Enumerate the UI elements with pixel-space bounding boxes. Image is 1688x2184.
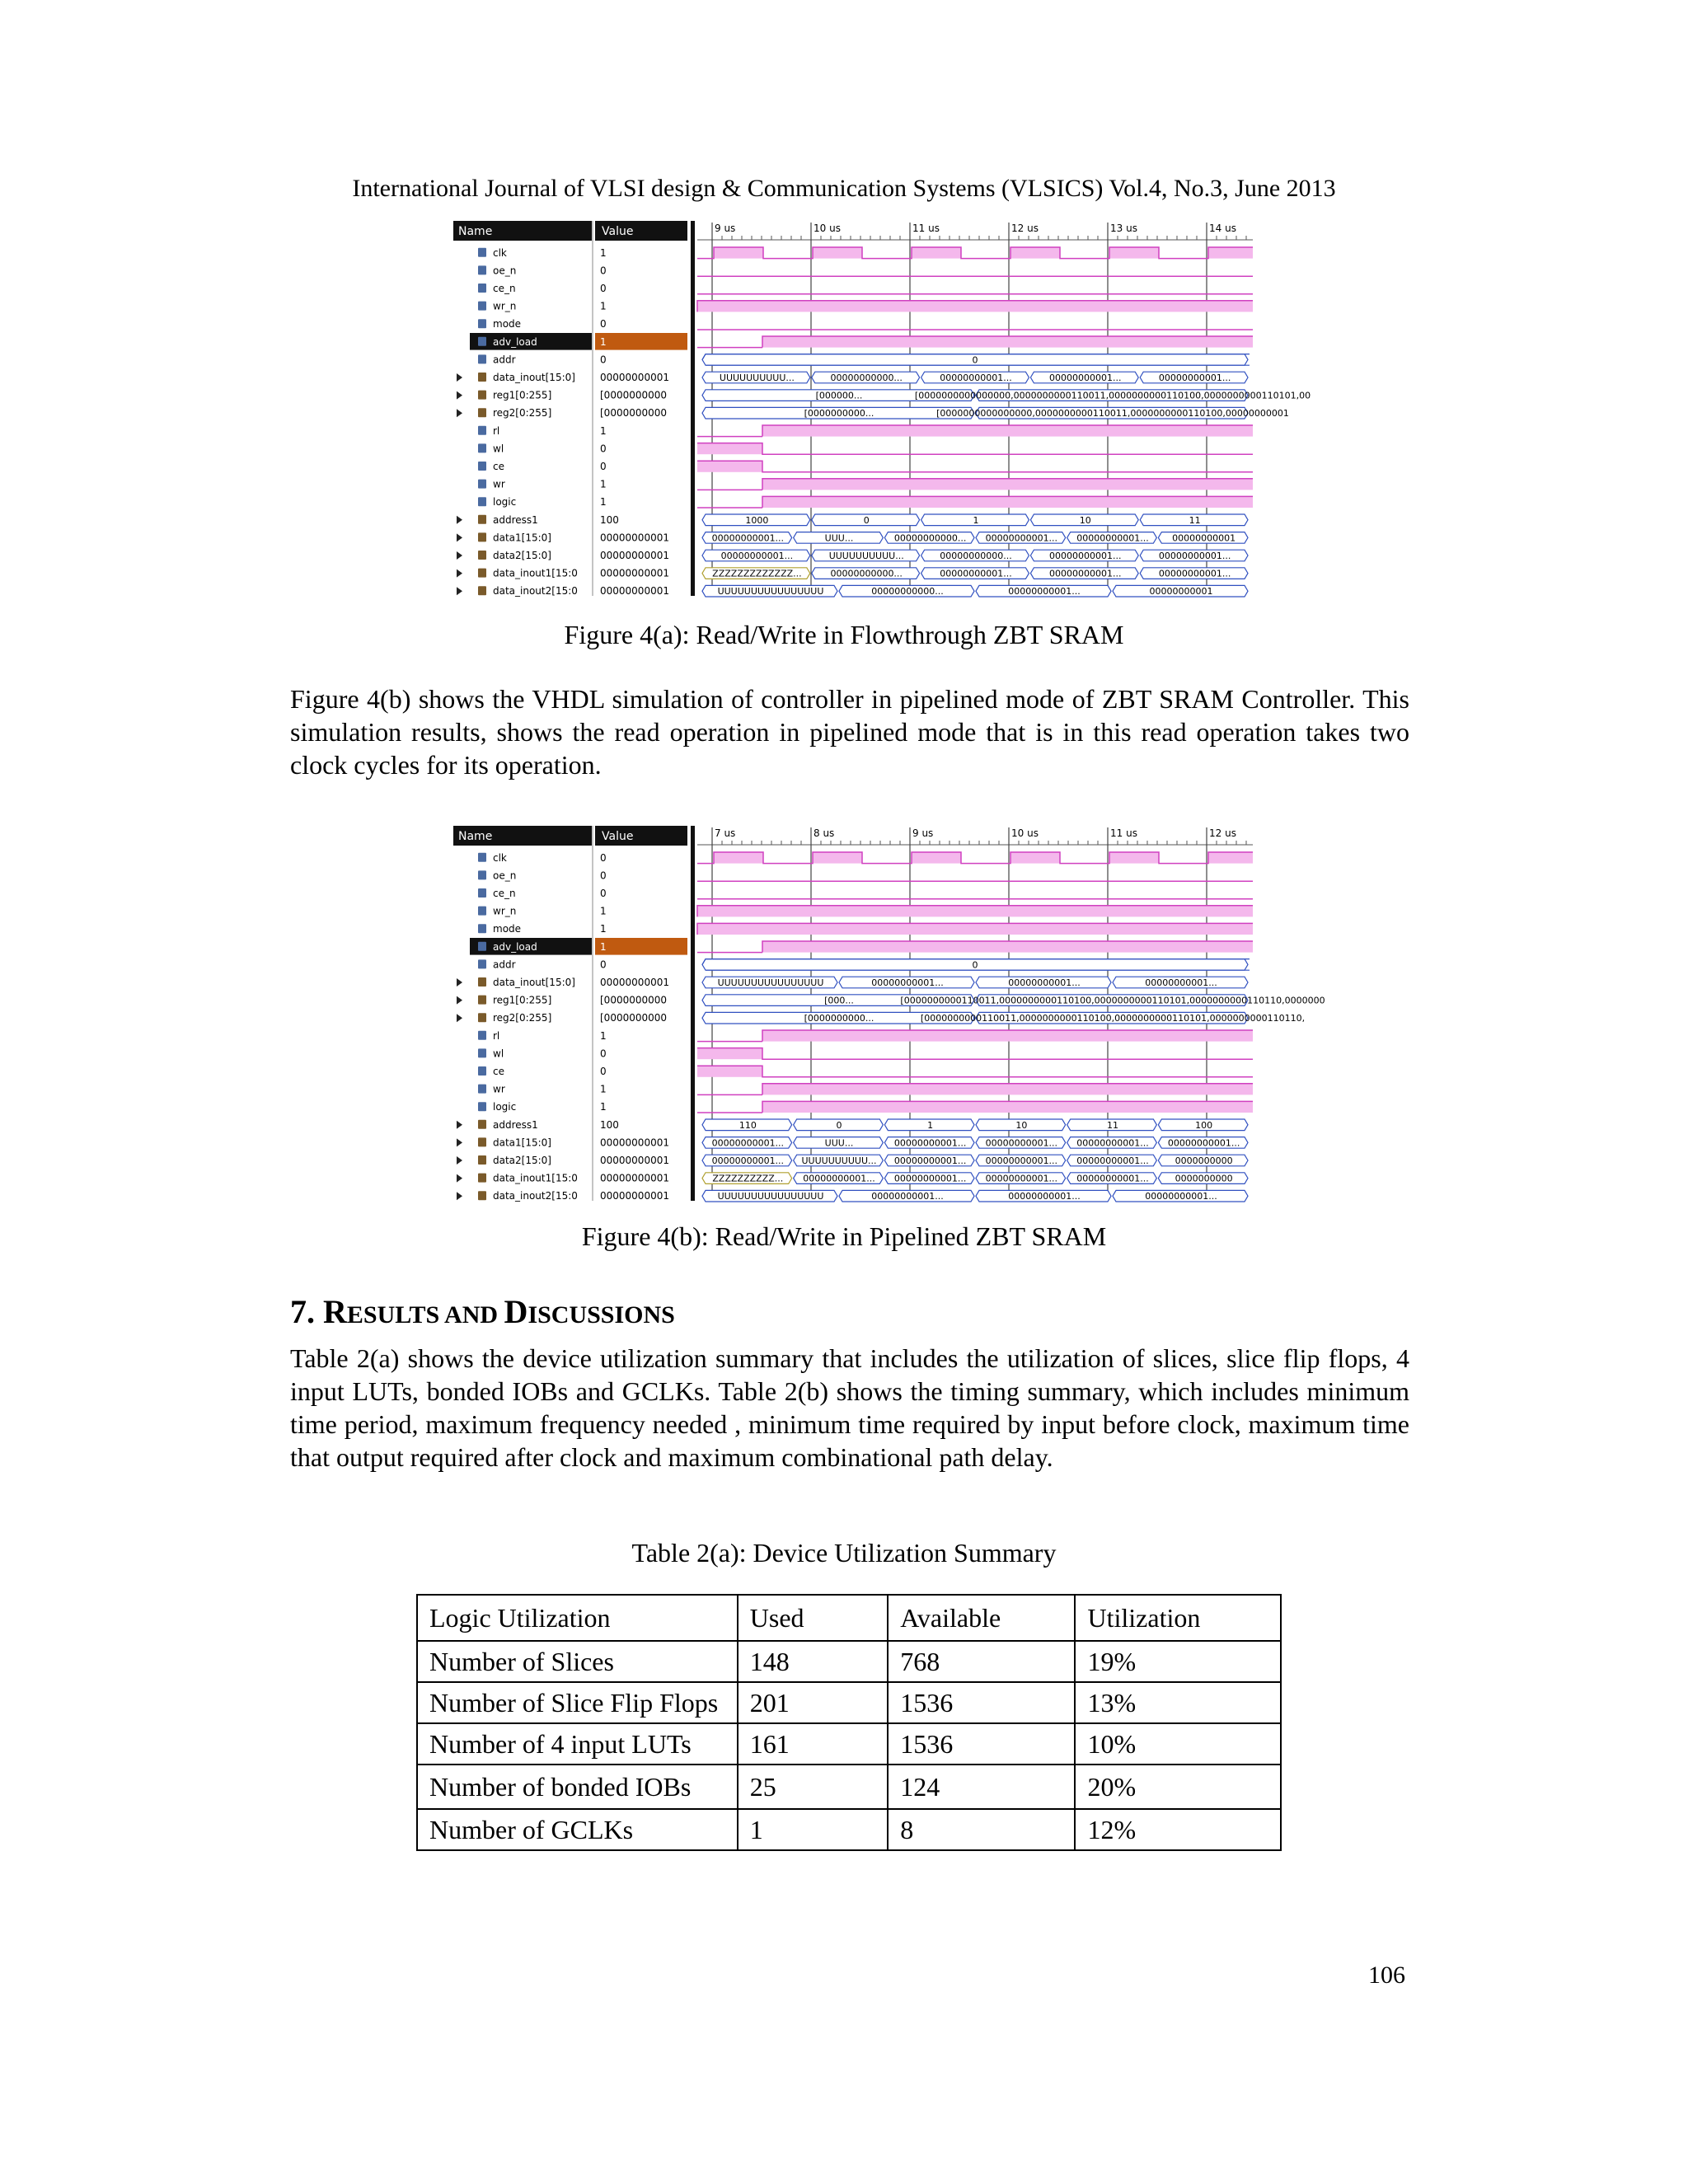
- table-header-cell: Utilization: [1075, 1595, 1281, 1641]
- bus-signal-icon: [478, 1120, 486, 1129]
- bus-segment-value: UUUUUUUUUUUUUUUU: [717, 1191, 824, 1202]
- signal-icon: [478, 907, 486, 916]
- signal-value: [0000000000: [600, 1012, 668, 1024]
- table-cell: 161: [738, 1723, 888, 1765]
- bus-segment-value: 100: [1195, 1119, 1213, 1131]
- table-cell: 10%: [1075, 1723, 1281, 1765]
- signal-icon: [478, 942, 486, 951]
- table-row: [417, 1809, 1281, 1850]
- clock-high-pulse: [1109, 247, 1159, 259]
- bus-signal-icon: [478, 551, 486, 560]
- body-paragraph-2: Table 2(a) shows the device utilization summary that includes the utilization of slices, slice flip flops, 4 input LUTs, bonded IOBs and GCLKs. Table 2(b) shows the timing summary, which includes minimum time period, maximum frequency needed , minimum time required by input before clock, maximum time that output required after clock and maximum combinational path delay.: [290, 1343, 1409, 1472]
- signal-name: mode: [493, 923, 522, 935]
- bus-segment-value: UUUUUUUUUUUUUUUU: [717, 586, 824, 598]
- bus-segment-value: 0000000000: [1175, 1173, 1233, 1184]
- bus-segment-value: 00000000000...: [871, 586, 944, 598]
- signal-icon: [478, 1031, 486, 1040]
- bus-segment-value: UUUUUUUUUUUUUUUU: [717, 977, 824, 988]
- bus-signal-icon: [478, 1155, 486, 1165]
- time-label: 14 us: [1209, 223, 1236, 234]
- bus-segment-value: 00000000001...: [1008, 1191, 1081, 1202]
- table-cell: 1536: [888, 1682, 1075, 1723]
- time-label: 11 us: [1110, 827, 1137, 839]
- table-cell: 1: [738, 1809, 888, 1850]
- signal-value: 1: [600, 1101, 607, 1113]
- bus-segment-value: [000...: [824, 995, 854, 1006]
- signal-value: 00000000001: [600, 372, 669, 383]
- signal-name: data_inout1[15:0: [493, 1172, 578, 1184]
- signal-icon: [478, 1102, 486, 1111]
- signal-name: wr_n: [493, 905, 517, 917]
- signal-value: 1: [600, 923, 607, 935]
- high-level-fill: [762, 941, 1253, 953]
- signal-name: wr_n: [493, 300, 517, 312]
- high-level-fill: [697, 301, 1253, 312]
- bus-segment-value: 00000000001...: [711, 532, 785, 544]
- bus-segment-value: 00000000001...: [1076, 532, 1149, 544]
- bus-segment-value: 00000000001...: [1167, 1137, 1240, 1149]
- signal-name: data1[15:0]: [493, 1137, 551, 1149]
- bus-segment-value: 00000000001...: [985, 532, 1058, 544]
- bus-segment-value: ZZZZZZZZZZZZZ...: [712, 568, 802, 579]
- bus-signal-icon: [478, 996, 486, 1005]
- bus-signal-icon: [478, 515, 486, 524]
- bus-segment-value: 00000000001...: [940, 373, 1012, 383]
- bus-segment-value: 0000000000: [1175, 1155, 1233, 1166]
- signal-name: rl: [493, 424, 500, 437]
- bus-segment-value: 00000000001...: [893, 1137, 967, 1149]
- high-level-fill: [697, 443, 762, 455]
- signal-value: 00000000001: [600, 550, 669, 561]
- bus-segment-value: 11: [1189, 514, 1201, 526]
- signal-name: oe_n: [493, 869, 517, 882]
- table-cell: 13%: [1075, 1682, 1281, 1723]
- bus-segment-value: 00000000001: [1149, 586, 1213, 598]
- bus-segment-value: 00000000000...: [830, 373, 903, 383]
- waveform-figure-a: [453, 221, 1311, 598]
- figure-caption-b: Figure 4(b): Read/Write in Pipelined ZBT SRAM: [581, 1221, 1107, 1251]
- signal-row: [457, 1173, 1248, 1184]
- signal-name: data_inout1[15:0: [493, 567, 578, 579]
- bus-segment-value: ZZZZZZZZZZ...: [712, 1173, 784, 1184]
- signal-icon: [478, 302, 486, 311]
- bus-segment-value: 00000000001...: [1076, 1155, 1149, 1166]
- time-label: 12 us: [1209, 827, 1236, 839]
- table-row: [417, 1723, 1281, 1765]
- signal-name: data_inout[15:0]: [493, 372, 575, 383]
- signal-icon: [478, 319, 486, 328]
- signal-name: reg2[0:255]: [493, 407, 552, 419]
- high-level-fill: [697, 461, 762, 472]
- signal-value: 100: [600, 1118, 619, 1131]
- signal-value: [0000000000: [600, 407, 668, 419]
- signal-name: address1: [493, 513, 538, 526]
- signal-name: data_inout2[15:0: [493, 1190, 578, 1202]
- bus-segment-value: 00000000001...: [1049, 373, 1122, 383]
- signal-row: [457, 585, 1248, 597]
- time-label: 11 us: [912, 223, 940, 234]
- table-cell: Number of bonded IOBs: [417, 1765, 738, 1809]
- bus-segment-value: 00000000000...: [830, 568, 903, 579]
- high-level-fill: [762, 496, 1253, 508]
- bus-segment-value: [0000000000110011,0000000000110100,0000000000110101,0000000000110110,0000000: [900, 995, 1325, 1006]
- table-cell: 19%: [1075, 1641, 1281, 1682]
- signal-value: 00000000001: [600, 977, 669, 988]
- signal-value: 0: [600, 851, 607, 864]
- signal-name: clk: [493, 851, 507, 864]
- bus-segment-value: 00000000001...: [893, 1155, 967, 1166]
- table-cell: Number of Slice Flip Flops: [417, 1682, 738, 1723]
- pane-divider: [691, 221, 695, 596]
- bus-signal-icon: [478, 586, 486, 595]
- signal-name: wr: [493, 478, 505, 490]
- signal-name: logic: [493, 496, 517, 509]
- high-level-fill: [697, 923, 1253, 935]
- signal-value: 0: [600, 461, 607, 472]
- signal-value: 0: [600, 1047, 607, 1060]
- signal-name: address1: [493, 1118, 538, 1131]
- signal-name: wl: [493, 1047, 504, 1060]
- signal-name: logic: [493, 1101, 517, 1113]
- table-cell: 20%: [1075, 1765, 1281, 1809]
- bus-segment-value: 00000000001...: [985, 1137, 1058, 1149]
- signal-value: 1: [600, 1029, 607, 1042]
- table-cell: 8: [888, 1809, 1075, 1850]
- clock-high-pulse: [1208, 247, 1253, 259]
- signal-value: [0000000000: [600, 994, 668, 1006]
- signal-name: adv_load: [493, 940, 537, 953]
- signal-name: adv_load: [493, 335, 537, 348]
- signal-value: 1: [600, 478, 607, 490]
- high-level-fill: [762, 336, 1253, 348]
- bus-segment-value: [0000000000000000,0000000000110011,0000000000110100,0000000000110101,00: [914, 390, 1311, 401]
- clock-high-pulse: [714, 852, 763, 864]
- bus-segment-value: 00000000001...: [1145, 977, 1217, 988]
- bus-segment-value: 110: [738, 1119, 757, 1131]
- signal-value: 00000000001: [600, 1190, 669, 1202]
- signal-value: 1: [600, 496, 607, 509]
- signal-name: oe_n: [493, 265, 517, 277]
- bus-segment-value: 00000000001: [1172, 532, 1236, 544]
- selected-row-value-bg: [595, 333, 687, 350]
- bus-signal-icon: [478, 569, 486, 578]
- table-row: [417, 1641, 1281, 1682]
- section-heading: [290, 1292, 675, 1331]
- bus-segment-value: 11: [1107, 1119, 1118, 1131]
- signal-name: data_inout[15:0]: [493, 977, 575, 988]
- bus-segment-value: 1000: [745, 514, 769, 526]
- bus-segment-value: 00000000001...: [1145, 1191, 1217, 1202]
- bus-segment-value: 00000000001...: [803, 1173, 875, 1184]
- table-cell: 201: [738, 1682, 888, 1723]
- time-label: 9 us: [715, 223, 736, 234]
- bus-signal-icon: [478, 1013, 486, 1022]
- signal-icon: [478, 1085, 486, 1094]
- signal-name: data2[15:0]: [493, 550, 551, 561]
- signal-value: 0: [600, 265, 607, 277]
- signal-value: [0000000000: [600, 389, 668, 401]
- waveform-viewer: [453, 826, 1325, 1202]
- bus-segment-value: 0: [972, 959, 978, 971]
- table-cell: 1536: [888, 1723, 1075, 1765]
- pane-divider: [691, 826, 695, 1201]
- signal-icon: [478, 248, 486, 257]
- bus-segment-value: 00000000001...: [985, 1155, 1058, 1166]
- clock-high-pulse: [813, 247, 862, 259]
- bus-segment-value: [000000...: [815, 390, 863, 401]
- figure-caption-a: Figure 4(a): Read/Write in Flowthrough ZBT SRAM: [564, 620, 1124, 649]
- bus-segment-value: 00000000001...: [871, 977, 944, 988]
- table-row: [417, 1765, 1281, 1809]
- signal-icon: [478, 443, 486, 452]
- bus-signal-icon: [478, 1137, 486, 1146]
- signal-value: 00000000001: [600, 1137, 669, 1149]
- bus-segment-value: 00000000001...: [871, 1191, 944, 1202]
- high-level-fill: [762, 1030, 1253, 1042]
- signal-value: 1: [600, 246, 607, 259]
- signal-icon: [478, 1066, 486, 1076]
- bus-signal-icon: [478, 977, 486, 987]
- time-label: 12 us: [1011, 223, 1039, 234]
- signal-icon: [478, 284, 486, 293]
- signal-value: 0: [600, 443, 607, 455]
- name-header-label: Name: [458, 830, 493, 843]
- signal-name: addr: [493, 958, 516, 971]
- page-number: 106: [1368, 1961, 1405, 1989]
- bus-signal-icon: [478, 532, 486, 541]
- signal-value: 0: [600, 354, 607, 366]
- signal-value: 1: [600, 940, 607, 953]
- bus-signal-icon: [478, 1174, 486, 1183]
- table-header-cell: Available: [888, 1595, 1075, 1641]
- bus-segment-value: 00000000001...: [1158, 373, 1231, 383]
- bus-segment-value: 00000000000...: [893, 532, 967, 544]
- signal-icon: [478, 337, 486, 346]
- signal-value: 0: [600, 283, 607, 294]
- clock-high-pulse: [912, 247, 961, 259]
- bus-signal-icon: [478, 373, 486, 382]
- signal-icon: [478, 870, 486, 879]
- clock-high-pulse: [1208, 852, 1253, 864]
- bus-segment-value: 00000000001...: [1049, 551, 1122, 561]
- signal-name: ce_n: [493, 283, 516, 294]
- signal-name: mode: [493, 318, 522, 330]
- bus-signal-icon: [478, 1191, 486, 1200]
- signal-value: 0: [600, 869, 607, 882]
- bus-segment-value: [0000000000110011,0000000000110100,0000000000110101,0000000000110110,: [920, 1013, 1306, 1024]
- bus-segment-value: 10: [1015, 1119, 1028, 1131]
- signal-name: data_inout2[15:0: [493, 585, 578, 598]
- high-level-fill: [697, 1066, 762, 1077]
- time-label: 13 us: [1110, 223, 1137, 234]
- table-header-row: [417, 1595, 1281, 1641]
- waveform-viewer: [453, 221, 1311, 598]
- bus-segment-value: 00000000001...: [1076, 1137, 1149, 1149]
- high-level-fill: [762, 1101, 1253, 1113]
- high-level-fill: [762, 425, 1253, 437]
- clock-high-pulse: [813, 852, 862, 864]
- signal-value: 1: [600, 905, 607, 917]
- table-cell: Number of 4 input LUTs: [417, 1723, 738, 1765]
- time-label: 8 us: [814, 827, 835, 839]
- table-cell: Number of Slices: [417, 1641, 738, 1682]
- signal-name: addr: [493, 354, 516, 366]
- bus-segment-value: 0: [972, 354, 978, 366]
- signal-row: [457, 568, 1248, 579]
- signal-value: 1: [600, 335, 607, 348]
- signal-icon: [478, 959, 486, 968]
- signal-icon: [478, 462, 486, 471]
- waveform-figure-b: [453, 826, 1325, 1202]
- table-cell: Number of GCLKs: [417, 1809, 738, 1850]
- bus-segment-value: 00000000001...: [1049, 568, 1122, 579]
- time-label: 7 us: [715, 827, 736, 839]
- signal-value: 00000000001: [600, 585, 669, 598]
- time-label: 10 us: [1011, 827, 1039, 839]
- signal-name: data2[15:0]: [493, 1155, 551, 1166]
- table-cell: 148: [738, 1641, 888, 1682]
- table-cell: 12%: [1075, 1809, 1281, 1850]
- time-label: 10 us: [814, 223, 841, 234]
- signal-icon: [478, 354, 486, 363]
- signal-name: ce: [493, 1066, 504, 1077]
- bus-segment-value: [0000000000000000,0000000000110011,0000000000110100,00000000001: [936, 408, 1289, 419]
- bus-segment-value: UUUUUUUUUU...: [828, 551, 904, 561]
- signal-value: 00000000001: [600, 1155, 669, 1166]
- high-level-fill: [697, 906, 1253, 917]
- bus-segment-value: 00000000001...: [1158, 551, 1231, 561]
- signal-name: wl: [493, 443, 504, 455]
- signal-icon: [478, 888, 486, 898]
- signal-icon: [478, 1048, 486, 1057]
- table-row: [417, 1682, 1281, 1723]
- table-cell: 25: [738, 1765, 888, 1809]
- high-level-fill: [762, 1084, 1253, 1095]
- signal-name: clk: [493, 246, 507, 259]
- bus-segment-value: [0000000000...: [804, 1013, 874, 1024]
- bus-segment-value: 00000000001...: [1008, 977, 1081, 988]
- clock-high-pulse: [1010, 247, 1060, 259]
- running-header: International Journal of VLSI design & Communication Systems (VLSICS) Vol.4, No.3, June 2013: [352, 175, 1336, 202]
- bus-segment-value: UUU...: [824, 532, 854, 544]
- signal-name: rl: [493, 1029, 500, 1042]
- signal-value: 00000000001: [600, 567, 669, 579]
- signal-value: 00000000001: [600, 1172, 669, 1184]
- time-label: 9 us: [912, 827, 934, 839]
- bus-segment-value: 00000000001...: [1158, 568, 1231, 579]
- bus-segment-value: 0: [863, 514, 870, 526]
- signal-name: reg1[0:255]: [493, 389, 552, 401]
- bus-segment-value: 00000000001...: [985, 1173, 1058, 1184]
- bus-segment-value: [0000000000...: [804, 408, 874, 419]
- clock-high-pulse: [1010, 852, 1060, 864]
- bus-segment-value: 00000000001...: [711, 1137, 785, 1149]
- signal-value: 00000000001: [600, 532, 669, 544]
- table-caption: Table 2(a): Device Utilization Summary: [631, 1538, 1057, 1568]
- bus-segment-value: 00000000001...: [1008, 586, 1081, 598]
- bus-segment-value: 00000000001...: [893, 1173, 967, 1184]
- signal-value: 0: [600, 888, 607, 899]
- bus-segment-value: 1: [927, 1119, 934, 1131]
- signal-value: 0: [600, 1066, 607, 1077]
- bus-segment-value: 10: [1079, 514, 1091, 526]
- signal-value: 0: [600, 958, 607, 971]
- signal-value: 1: [600, 424, 607, 437]
- signal-value: 0: [600, 318, 607, 330]
- device-utilization-table: [416, 1594, 1282, 1851]
- signal-value: 1: [600, 300, 607, 312]
- body-paragraph-1: Figure 4(b) shows the VHDL simulation of controller in pipelined mode of ZBT SRAM Controller. This simulation results, shows the read operation in pipelined mode that is in this read operation takes two clock cycles for its operation.: [290, 684, 1409, 780]
- signal-icon: [478, 924, 486, 933]
- section-number: 7.: [290, 1293, 315, 1330]
- high-level-fill: [762, 479, 1253, 490]
- bus-segment-value: UUUUUUUUUU...: [719, 373, 795, 383]
- signal-name: reg1[0:255]: [493, 994, 552, 1006]
- signal-value: 100: [600, 513, 619, 526]
- bus-segment-value: UUU...: [824, 1137, 854, 1149]
- value-header-label: Value: [602, 225, 634, 238]
- signal-name: ce_n: [493, 888, 516, 899]
- name-header-label: Name: [458, 225, 493, 238]
- bus-signal-icon: [478, 391, 486, 400]
- bus-segment-value: 00000000001...: [720, 551, 794, 561]
- signal-name: data1[15:0]: [493, 532, 551, 544]
- signal-row: [457, 1190, 1248, 1202]
- signal-name: reg2[0:255]: [493, 1012, 552, 1024]
- bus-segment-value: 00000000001...: [1076, 1173, 1149, 1184]
- table-cell: 124: [888, 1765, 1075, 1809]
- bus-segment-value: 00000000000...: [940, 551, 1012, 561]
- table-header-cell: Used: [738, 1595, 888, 1641]
- bus-segment-value: 00000000001...: [940, 568, 1012, 579]
- selected-row-value-bg: [595, 938, 687, 955]
- table-cell: 768: [888, 1641, 1075, 1682]
- bus-signal-icon: [478, 408, 486, 417]
- signal-value: 1: [600, 1083, 607, 1095]
- signal-icon: [478, 480, 486, 489]
- signal-name: wr: [493, 1083, 505, 1095]
- bus-segment-value: 00000000001...: [711, 1155, 785, 1166]
- signal-icon: [478, 853, 486, 862]
- high-level-fill: [697, 1048, 762, 1060]
- bus-segment-value: UUUUUUUUUU...: [801, 1155, 877, 1166]
- bus-segment-value: 0: [836, 1119, 842, 1131]
- signal-icon: [478, 265, 486, 274]
- value-header-label: Value: [602, 830, 634, 843]
- clock-high-pulse: [912, 852, 961, 864]
- section-title: RESULTS AND DISCUSSIONS: [323, 1293, 675, 1330]
- clock-high-pulse: [714, 247, 763, 259]
- signal-icon: [478, 426, 486, 435]
- clock-high-pulse: [1109, 852, 1159, 864]
- signal-name: ce: [493, 461, 504, 472]
- signal-icon: [478, 497, 486, 506]
- table-header-cell: Logic Utilization: [417, 1595, 738, 1641]
- bus-segment-value: 1: [973, 514, 979, 526]
